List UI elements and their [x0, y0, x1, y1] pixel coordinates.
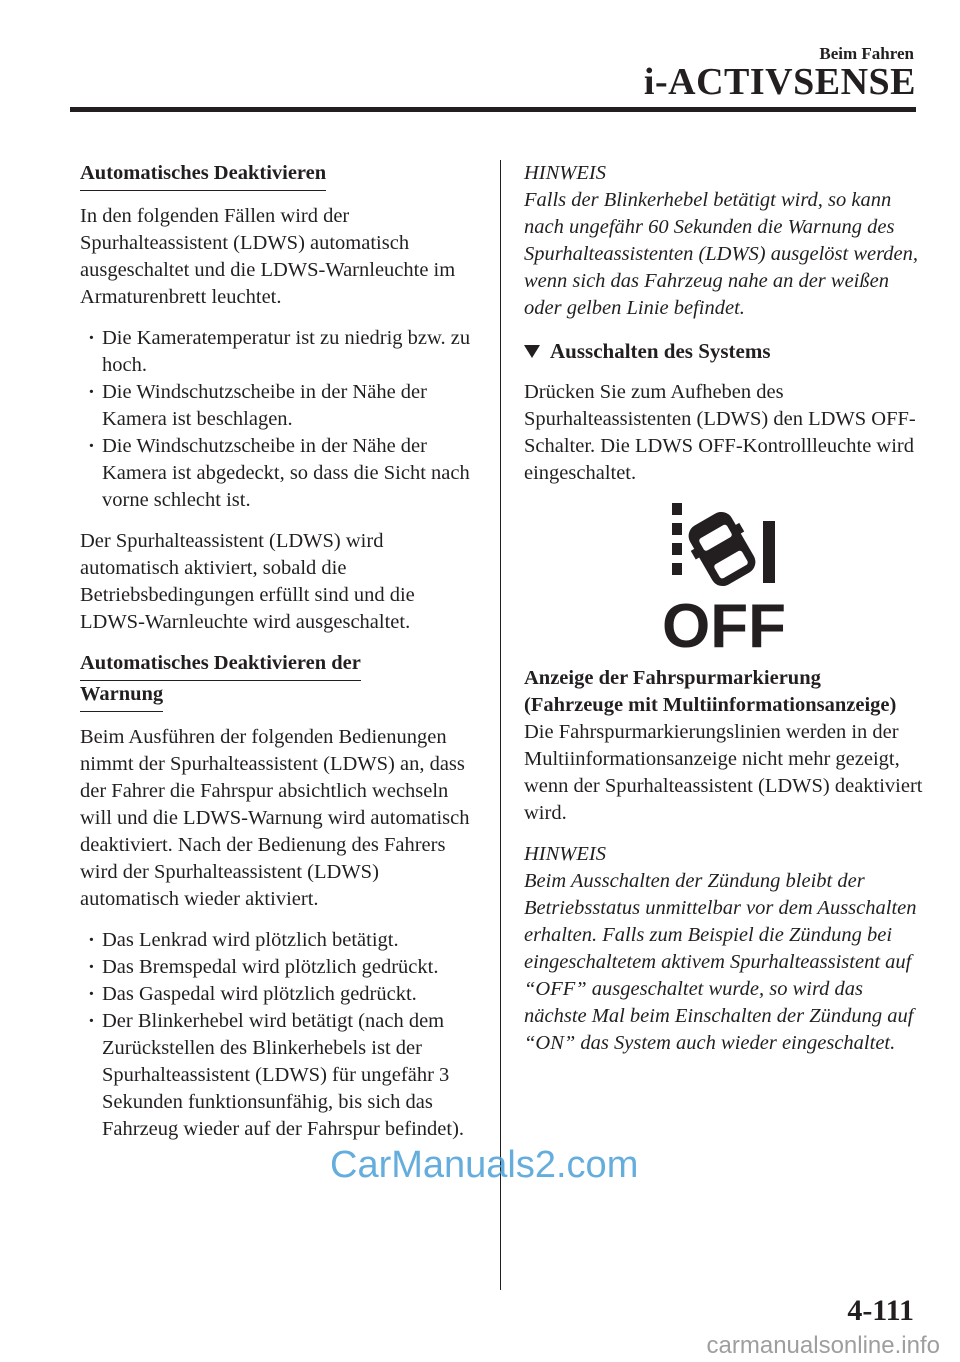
heading-warning-deactivation [80, 650, 480, 712]
note-title: HINWEIS [524, 162, 606, 184]
list-item: · Das Gaspedal wird plötzlich gedrückt. [80, 981, 480, 1008]
bold-heading-lane-display: Anzeige der Fahrspurmarkierung (Fahrzeuge mit Multiinformationsanzeige) [524, 667, 897, 716]
paragraph: Der Spurhalteassistent (LDWS) wird automatisch aktiviert, sobald die Betriebsbedingungen erfüllt sind und die LDWS-Warnleuchte wird ausgeschaltet. [80, 530, 415, 633]
header-rule [70, 107, 916, 112]
note-body: Falls der Blinkerhebel betätigt wird, so kann nach ungefähr 60 Sekunden die Warnung des Spurhalteassistenten (LDWS) ausgelöst werden, wenn sich das Fahrzeug nahe an der weißen oder gelben Linie befindet. [524, 189, 919, 319]
list-item: · Die Windschutzscheibe in der Nähe der Kamera ist beschlagen. [80, 379, 480, 433]
note-title: HINWEIS [524, 843, 606, 865]
heading-line: Automatisches Deaktivieren der [80, 650, 361, 681]
note-body: Beim Ausschalten der Zündung bleibt der Betriebsstatus unmittelbar vor dem Ausschalten erhalten. Falls zum Beispiel die Zündung bei eingeschaltetem aktivem Spurhalteassistent auf “OFF” ausgeschaltet wurde, so wird das nächste Mal beim Einschalten der Zündung auf “ON” das System auch wieder eingeschaltet. [524, 870, 917, 1054]
paragraph: Die Fahrspurmarkierungslinien werden in der Multiinformationsanzeige nicht mehr gezeigt, wenn der Spurhalteassistent (LDWS) deaktiviert wird. [524, 721, 923, 824]
paragraph: In den folgenden Fällen wird der Spurhalteassistent (LDWS) automatisch ausgeschaltet und die LDWS-Warnleuchte im Armaturenbrett leuchtet. [80, 205, 456, 308]
bullet-list [80, 927, 480, 1143]
sub-heading-text: Ausschalten des Systems [550, 339, 771, 363]
ldws-off-icon [654, 501, 794, 651]
list-item: · Der Blinkerhebel wird betätigt (nach dem Zurückstellen des Blinkerhebels ist der Spurhalteassistent (LDWS) für ungefähr 3 Sekunden funktionsunfähig, bis sich das Fahrzeug wieder auf der Fahrspur befindet). [80, 1008, 480, 1143]
icon-label: OFF [662, 592, 786, 651]
bullet-list [80, 325, 480, 514]
page-number: 4-111 [847, 1294, 914, 1327]
header-chapter-title: i-ACTIVSENSE [643, 61, 916, 103]
heading-automatic-deactivation: Automatisches Deaktivieren [80, 160, 326, 191]
right-column [524, 160, 924, 1073]
ldws-off-indicator [524, 501, 924, 651]
triangle-down-icon [524, 345, 540, 358]
paragraph: Beim Ausführen der folgenden Bedienungen nimmt der Spurhalteassistent (LDWS) an, dass der Fahrer die Fahrspur absichtlich wechseln will und die LDWS-Warnung wird automatisch deaktiviert. Nach der Bedienung des Fahrers wird der Spurhalteassistent (LDWS) automatisch wieder aktiviert. [80, 726, 470, 910]
list-item: · Die Windschutzscheibe in der Nähe der Kamera ist abgedeckt, so dass die Sicht nach vorne schlecht ist. [80, 433, 480, 514]
list-item: · Das Bremspedal wird plötzlich gedrückt. [80, 954, 480, 981]
left-column [80, 160, 480, 1157]
list-item: · Das Lenkrad wird plötzlich betätigt. [80, 927, 480, 954]
footer-site: carmanualsonline.info [706, 1332, 940, 1359]
column-divider [500, 160, 501, 1290]
heading-line: Warnung [80, 681, 163, 712]
heading-turn-off-system [524, 338, 924, 365]
header-section: Beim Fahren [819, 44, 914, 63]
watermark: CarManuals2.com [330, 1144, 639, 1186]
list-item: · Die Kameratemperatur ist zu niedrig bzw. zu hoch. [80, 325, 480, 379]
paragraph: Drücken Sie zum Aufheben des Spurhalteassistenten (LDWS) den LDWS OFF-Schalter. Die LDWS OFF-Kontrollleuchte wird eingeschaltet. [524, 381, 916, 484]
